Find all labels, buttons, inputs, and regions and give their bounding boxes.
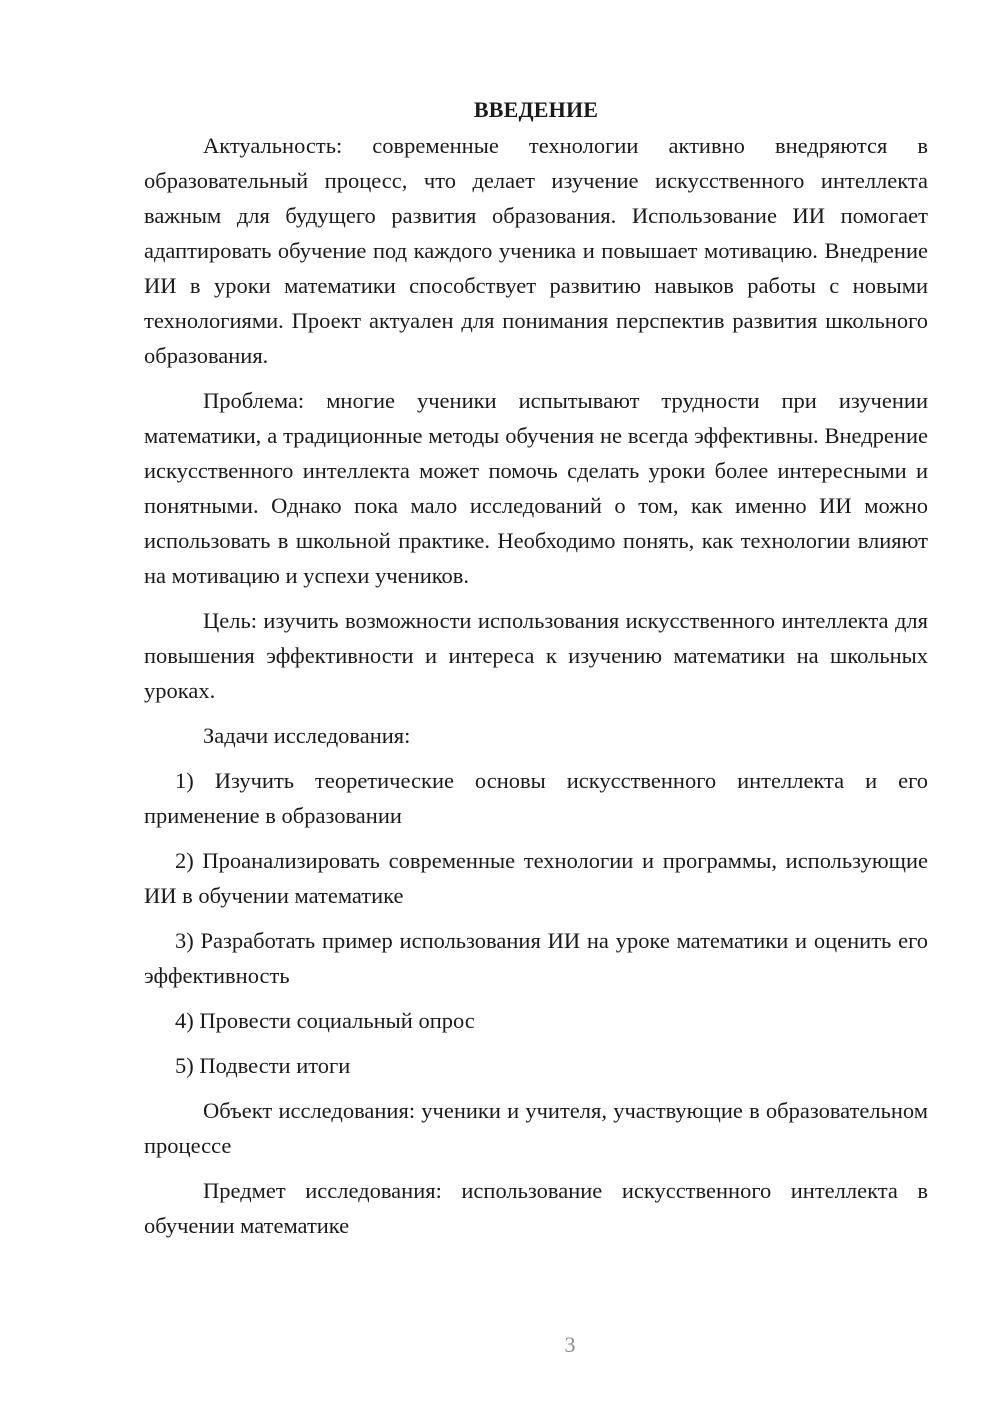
paragraph-problem: Проблема: многие ученики испытывают трудности при изучении математики, а традиционные методы обучения не всегда эффективны. Внедрение искусственного интеллекта может помочь сделать уроки более интересными и понятными. Однако пока мало исследований о том, как именно ИИ можно использовать в школьной практике. Необходимо понять, как технологии влияют на мотивацию и успехи учеников. [144,388,928,588]
list-item: 1) Изучить теоретические основы искусственного интеллекта и его применение в образовании [144,768,928,828]
page-content [144,92,928,1253]
list-item: 2) Проанализировать современные технологии и программы, использующие ИИ в обучении математике [144,848,928,908]
tasks-list [144,763,928,1083]
paragraph-goal: Цель: изучить возможности использования искусственного интеллекта для повышения эффективности и интереса к изучению математики на школьных уроках. [144,608,928,703]
page-number: 3 [564,1332,576,1357]
list-item: 4) Провести социальный опрос [175,1008,475,1033]
list-item: 3) Разработать пример использования ИИ на уроке математики и оценить его эффективность [144,928,928,988]
section-heading: ВВЕДЕНИЕ [473,97,599,122]
paragraph-object: Объект исследования: ученики и учителя, участвующие в образовательном процессе [144,1098,928,1158]
paragraph-relevance: Актуальность: современные технологии активно внедряются в образовательный процесс, что делает изучение искусственного интеллекта важным для будущего развития образования. Использование ИИ помогает адаптировать обучение под каждого ученика и повышает мотивацию. Внедрение ИИ в уроки математики способствует развитию навыков работы с новыми технологиями. Проект актуален для понимания перспектив развития школьного образования. [144,133,928,368]
paragraph-tasks-intro: Задачи исследования: [203,723,411,748]
list-item: 5) Подвести итоги [175,1053,351,1078]
paragraph-subject: Предмет исследования: использование искусственного интеллекта в обучении математике [144,1178,928,1238]
